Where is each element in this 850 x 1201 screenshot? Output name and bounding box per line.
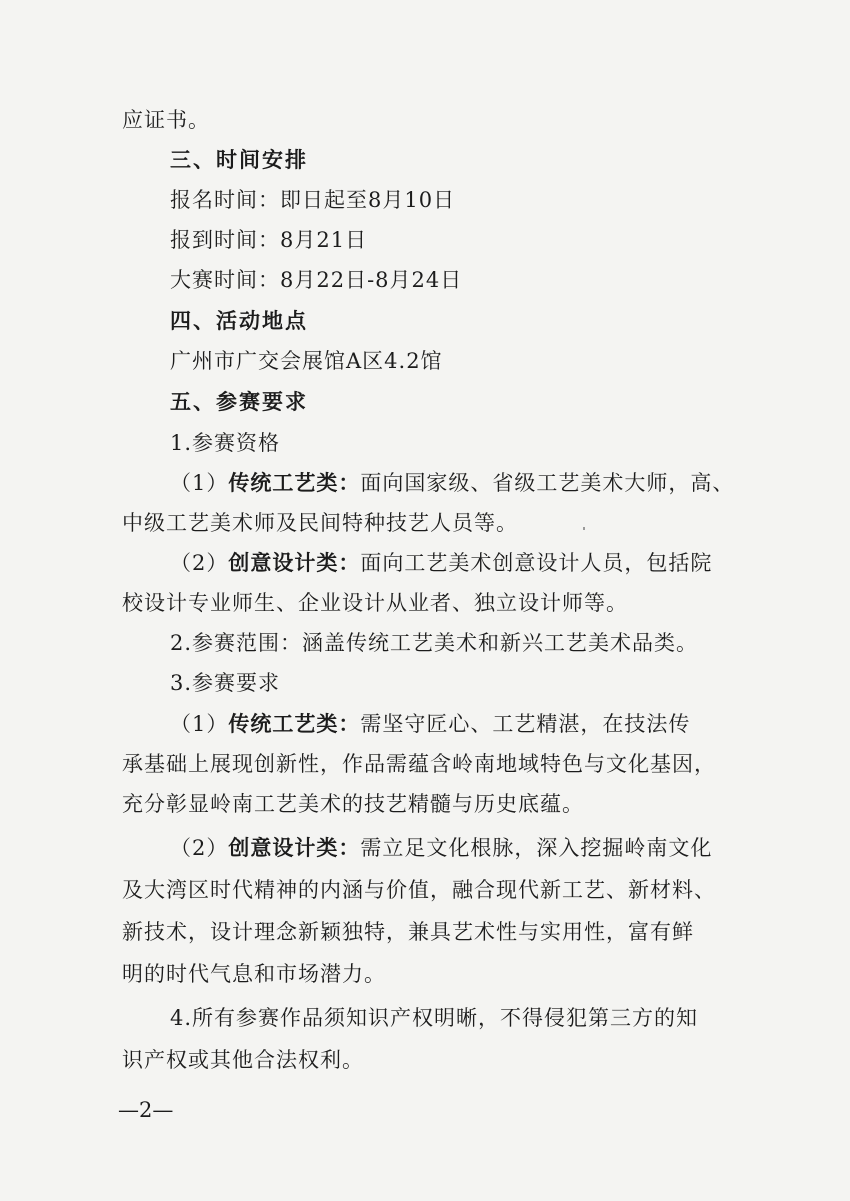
item-1-sub-1-label: 传统工艺类： <box>228 471 361 495</box>
item-3-sub-1-text: 需坚守匠心、工艺精湛，在技法传 <box>360 712 691 736</box>
item-3-sub-2-text: 需立足文化根脉，深入挖掘岭南文化 <box>360 836 713 860</box>
item-1-sub-2-prefix: （2） <box>170 551 229 575</box>
item-1-sub-2-label: 创意设计类： <box>228 551 361 575</box>
item-2-text: 2.参赛范围：涵盖传统工艺美术和新兴工艺美术品类。 <box>170 631 699 655</box>
item-3-sub-1-line-2: 承基础上展现创新性，作品需蕴含岭南地域特色与文化基因， <box>122 752 716 776</box>
item-3-sub-2-line-3: 新技术，设计理念新颖独特，兼具艺术性与实用性，富有鲜 <box>122 920 694 944</box>
item-1-sub-2-text: 面向工艺美术创意设计人员，包括院 <box>360 551 713 575</box>
continuation-text: 应证书。 <box>122 108 210 132</box>
section-5-heading: 五、参赛要求 <box>170 390 308 414</box>
item-4-line-1: 4.所有参赛作品须知识产权明晰，不得侵犯第三方的知 <box>170 1006 699 1030</box>
item-3-title: 3.参赛要求 <box>170 671 281 695</box>
venue-text: 广州市广交会展馆A区4.2馆 <box>170 349 443 373</box>
item-1-sub-1-line-2: 中级工艺美术师及民间特种技艺人员等。 <box>122 511 518 535</box>
item-3-sub-1-line-3: 充分彰显岭南工艺美术的技艺精髓与历史底蕴。 <box>122 792 584 816</box>
item-1-sub-1-line-1 <box>170 473 734 494</box>
item-3-sub-2-line-1 <box>170 838 712 859</box>
registration-time: 报名时间：即日起至8月10日 <box>170 188 456 212</box>
item-3-sub-1-line-1 <box>170 714 690 735</box>
item-3-sub-2-line-4: 明的时代气息和市场潜力。 <box>122 962 386 986</box>
item-3-sub-2-label: 创意设计类： <box>228 836 361 860</box>
item-3-sub-1-label: 传统工艺类： <box>228 712 361 736</box>
item-4-line-2: 识产权或其他合法权利。 <box>122 1048 364 1072</box>
item-3-sub-2-line-2: 及大湾区时代精神的内涵与价值，融合现代新工艺、新材料、 <box>122 878 716 902</box>
item-3-sub-2-prefix: （2） <box>170 836 229 860</box>
section-3-heading: 三、时间安排 <box>170 148 308 172</box>
item-1-sub-1-prefix: （1） <box>170 471 229 495</box>
item-3-sub-1-prefix: （1） <box>170 712 229 736</box>
item-1-sub-2-line-2: 校设计专业师生、企业设计从业者、独立设计师等。 <box>122 591 628 615</box>
item-1-title: 1.参赛资格 <box>170 431 281 455</box>
page-number: —2— <box>118 1098 174 1122</box>
item-1-sub-1-text: 面向国家级、省级工艺美术大师，高、 <box>360 471 735 495</box>
competition-time: 大赛时间：8月22日-8月24日 <box>170 268 463 292</box>
item-1-sub-2-line-1 <box>170 553 712 574</box>
checkin-time: 报到时间：8月21日 <box>170 228 368 252</box>
scan-speck <box>583 527 585 530</box>
section-4-heading: 四、活动地点 <box>170 309 308 333</box>
